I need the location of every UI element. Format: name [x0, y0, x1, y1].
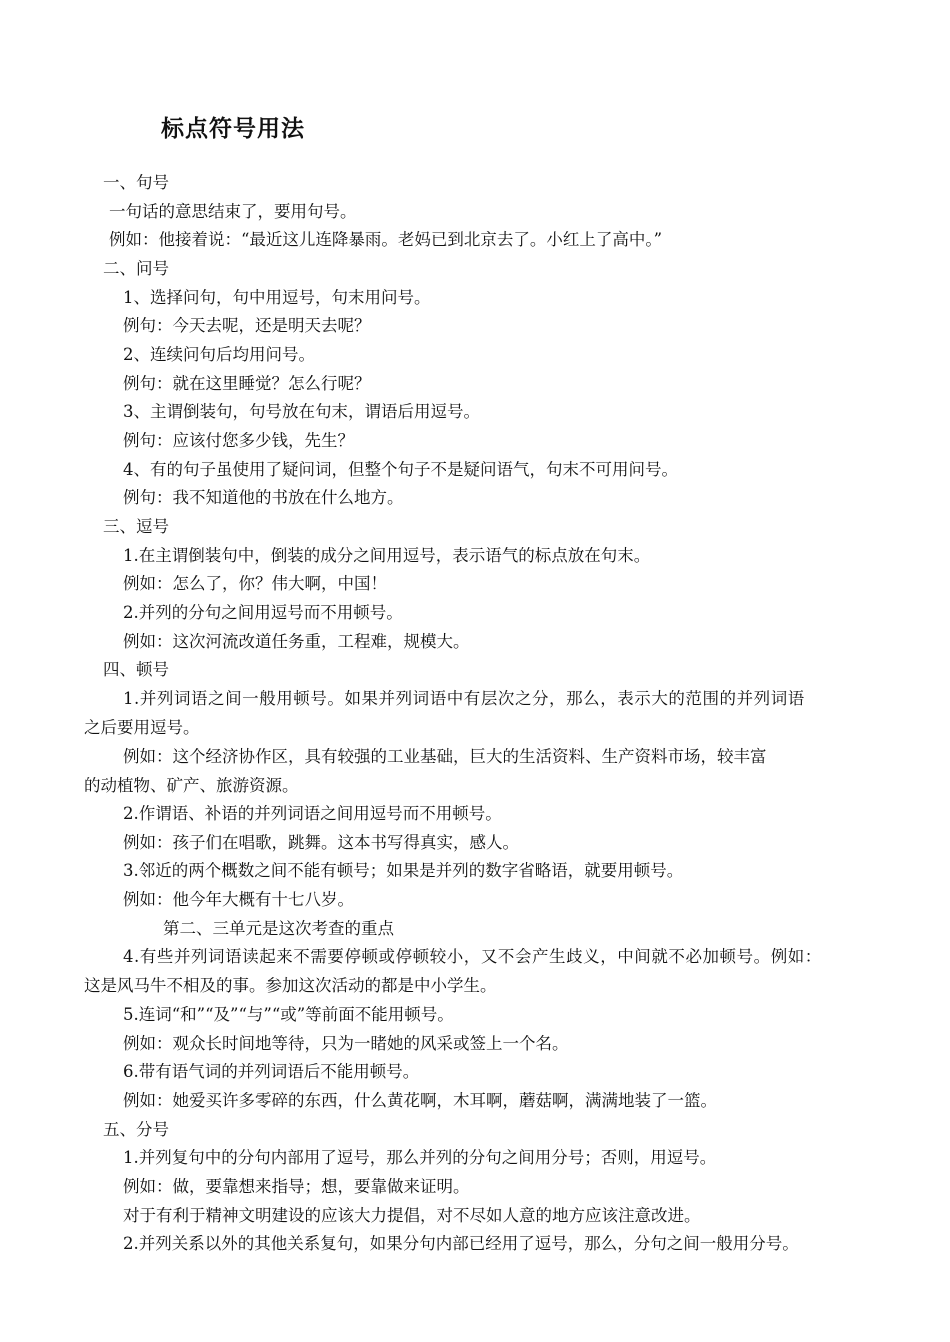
rule-item: 1.在主谓倒装句中，倒装的成分之间用逗号，表示语气的标点放在句末。: [123, 546, 651, 565]
example-line: 例如：观众长时间地等待，只为一睹她的风采或签上一个名。: [123, 1034, 569, 1053]
section-heading: 四、顿号: [103, 660, 169, 679]
rule-item-continued: 这是风马牛不相及的事。参加这次活动的都是中小学生。: [84, 976, 497, 995]
section-heading: 五、分号: [103, 1120, 169, 1139]
example-line: 例如：这次河流改道任务重，工程难，规模大。: [123, 632, 470, 651]
example-line: 例如：她爱买许多零碎的东西，什么黄花啊，木耳啊，蘑菇啊，满满地装了一篮。: [123, 1091, 717, 1110]
example-line: 例句：我不知道他的书放在什么地方。: [123, 488, 404, 507]
document-title: 标点符号用法: [161, 116, 305, 142]
rule-item: 2.作谓语、补语的并列词语之间用逗号而不用顿号。: [123, 804, 502, 823]
rule-item: 3、主谓倒装句，句号放在句末，谓语后用逗号。: [123, 402, 480, 421]
rule-item: 1.并列词语之间一般用顿号。如果并列词语中有层次之分，那么，表示大的范围的并列词语: [123, 689, 805, 708]
section-heading: 一、句号: [103, 173, 169, 192]
example-line: 例句：应该付您多少钱，先生？: [123, 431, 354, 450]
example-line: 例如：孩子们在唱歌，跳舞。这本书写得真实，感人。: [123, 833, 519, 852]
example-line: 例如：做，要靠想来指导；想，要靠做来证明。: [123, 1177, 470, 1196]
example-line: 例句：今天去呢，还是明天去呢？: [123, 316, 371, 335]
rule-item-continued: 之后要用逗号。: [84, 718, 200, 737]
example-line: 例如：这个经济协作区，具有较强的工业基础，巨大的生活资料、生产资料市场，较丰富: [123, 747, 767, 766]
rule-item: 2.并列的分句之间用逗号而不用顿号。: [123, 603, 403, 622]
paragraph: 一句话的意思结束了，要用句号。: [109, 202, 357, 221]
rule-item: 1、选择问句，句中用逗号，句末用问号。: [123, 288, 431, 307]
example-line: 例如：怎么了，你？伟大啊，中国！: [123, 574, 387, 593]
rule-item: 3.邻近的两个概数之间不能有顿号；如果是并列的数字省略语，就要用顿号。: [123, 861, 684, 880]
rule-item: 5.连词“和”“及”“与”“或”等前面不能用顿号。: [123, 1005, 454, 1024]
example-line: 例句：就在这里睡觉？怎么行呢？: [123, 374, 371, 393]
rule-item: 4、有的句子虽使用了疑问词，但整个句子不是疑问语气，句末不可用问号。: [123, 460, 678, 479]
note-line: 第二、三单元是这次考查的重点: [163, 919, 394, 938]
section-heading: 三、逗号: [103, 517, 169, 536]
rule-item: 2、连续问句后均用问号。: [123, 345, 315, 364]
example-line: 例如：他今年大概有十七八岁。: [123, 890, 354, 909]
rule-item: 6.带有语气词的并列词语后不能用顿号。: [123, 1062, 420, 1081]
example-line: 例如：他接着说：“最近这儿连降暴雨。老妈已到北京去了。小红上了高中。”: [109, 230, 663, 249]
rule-item: 1.并列复句中的分句内部用了逗号，那么并列的分句之间用分号；否则，用逗号。: [123, 1148, 717, 1167]
example-line-continued: 的动植物、矿产、旅游资源。: [84, 776, 299, 795]
section-heading: 二、问号: [103, 259, 169, 278]
example-line: 对于有利于精神文明建设的应该大力提倡，对不尽如人意的地方应该注意改进。: [123, 1206, 701, 1225]
rule-item: 4.有些并列词语读起来不需要停顿或停顿较小，又不会产生歧义，中间就不必加顿号。例如：: [123, 947, 822, 966]
rule-item: 2.并列关系以外的其他关系复句，如果分句内部已经用了逗号，那么，分句之间一般用分号。: [123, 1234, 799, 1253]
